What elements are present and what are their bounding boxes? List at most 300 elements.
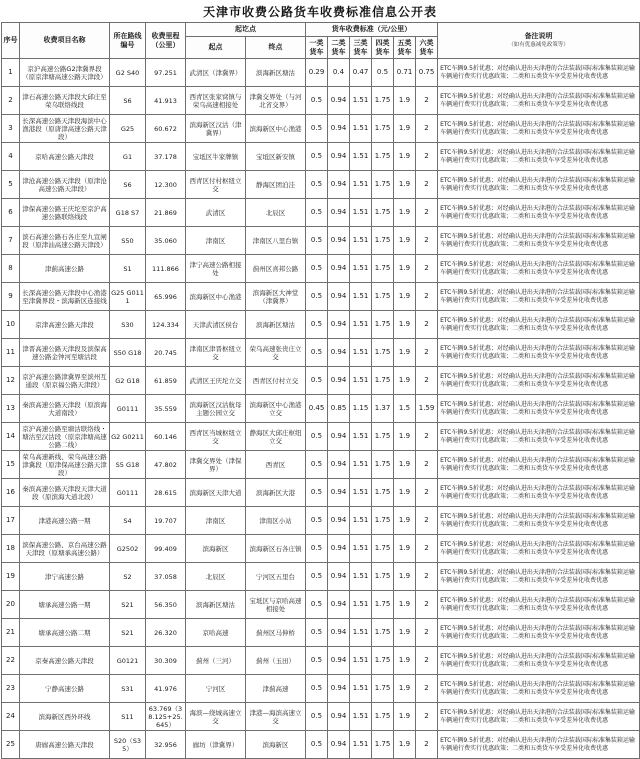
rate-class6-cell: 2 (416, 591, 438, 619)
start-cell: 滨海新区塘沽 (186, 591, 246, 619)
rate-class2-cell: 0.94 (328, 227, 350, 255)
rate-class3-cell: 1.51 (350, 367, 372, 395)
rate-class6-cell: 0.75 (416, 59, 438, 87)
remark-cell: ETC车辆9.5折优惠；对经确认进出天津港的合法装载国际标准集装箱运输车辆通行费实行优惠政策；二类和五类货车享受差异化收费优惠 (438, 171, 640, 199)
route-cell: S5 G18 (110, 451, 146, 479)
col-header-start: 起点 (186, 36, 246, 59)
rate-class5-cell: 1.9 (394, 535, 416, 563)
name-cell: 秦滨高速公路天津段天津大道段（原滨海大道北段） (20, 479, 110, 507)
name-cell: 滨海新区西外环线 (20, 703, 110, 731)
mileage-cell: 124.334 (146, 311, 186, 339)
rate-class4-cell: 1.75 (372, 619, 394, 647)
rate-class5-cell: 1.9 (394, 339, 416, 367)
rate-class5-cell: 1.9 (394, 451, 416, 479)
rate-class6-cell: 2 (416, 255, 438, 283)
rate-class3-cell: 1.51 (350, 115, 372, 143)
rate-class6-cell: 2 (416, 451, 438, 479)
col-header-seq: 序号 (2, 23, 20, 59)
rate-class4-cell: 1.75 (372, 591, 394, 619)
start-cell: 津冀交界处（津保界） (186, 451, 246, 479)
table-row (2, 619, 640, 647)
remark-cell: ETC车辆9.5折优惠；对经确认进出天津港的合法装载国际标准集装箱运输车辆通行费实行优惠政策；二类和五类货车享受差异化收费优惠 (438, 255, 640, 283)
seq-cell: 3 (2, 115, 20, 143)
seq-cell: 8 (2, 255, 20, 283)
name-cell: 津晋高速公路天津段及滨保高速公路金钟河至塘沽段 (20, 339, 110, 367)
remark-cell: ETC车辆9.5折优惠；对经确认进出天津港的合法装载国际标准集装箱运输车辆通行费实行优惠政策；二类和五类货车享受差异化收费优惠 (438, 451, 640, 479)
rate-class5-cell: 1.9 (394, 731, 416, 759)
remark-cell: ETC车辆9.5折优惠；对经确认进出天津港的合法装载国际标准集装箱运输车辆通行费实行优惠政策；二类和五类货车享受差异化收费优惠 (438, 563, 640, 591)
route-cell: G0111 (110, 395, 146, 423)
start-cell: 西青区当城枢纽立交 (186, 423, 246, 451)
start-cell: 西青区张家窝镇与荣乌高速相接处 (186, 87, 246, 115)
table-row (2, 395, 640, 423)
remark-cell: ETC车辆9.5折优惠；对经确认进出天津港的合法装载国际标准集装箱运输车辆通行费实行优惠政策；二类和五类货车享受差异化收费优惠 (438, 115, 640, 143)
rate-class5-cell: 1.9 (394, 563, 416, 591)
route-cell: S6 (110, 171, 146, 199)
table-row (2, 171, 640, 199)
rate-class4-cell: 1.75 (372, 87, 394, 115)
end-cell: 津港—海滨高速立交 (246, 703, 306, 731)
start-cell: 廊坊（津冀界） (186, 731, 246, 759)
start-cell: 京哈高速 (186, 619, 246, 647)
end-cell: 滨海新区 (246, 731, 306, 759)
route-cell: S50 (110, 227, 146, 255)
name-cell: 津沧高速公路天津段（原津沧高速公路天津段） (20, 171, 110, 199)
rate-class2-cell: 0.85 (328, 395, 350, 423)
seq-cell: 23 (2, 675, 20, 703)
rate-class2-cell: 0.94 (328, 703, 350, 731)
rate-class3-cell: 1.51 (350, 199, 372, 227)
route-cell: G1 (110, 143, 146, 171)
mileage-cell: 30.309 (146, 647, 186, 675)
table-row (2, 143, 640, 171)
end-cell: 滨海新区大神堂（津冀界） (246, 283, 306, 311)
rate-class6-cell: 2 (416, 619, 438, 647)
rate-class6-cell: 2 (416, 423, 438, 451)
route-cell: S50 G18 (110, 339, 146, 367)
rate-class3-cell: 1.51 (350, 171, 372, 199)
rate-class2-cell: 0.4 (328, 59, 350, 87)
remark-cell: ETC车辆9.5折优惠；对经确认进出天津港的合法装载国际标准集装箱运输车辆通行费实行优惠政策；二类和五类货车享受差异化收费优惠 (438, 143, 640, 171)
start-cell: 武清区王庆坨立交 (186, 367, 246, 395)
rate-class2-cell: 0.94 (328, 423, 350, 451)
route-cell: G18 S7 (110, 199, 146, 227)
rate-class1-cell: 0.5 (306, 283, 328, 311)
remark-cell: ETC车辆9.5折优惠；对经确认进出天津港的合法装载国际标准集装箱运输车辆通行费实行优惠政策；二类和五类货车享受差异化收费优惠 (438, 367, 640, 395)
rate-class2-cell: 0.94 (328, 367, 350, 395)
rate-class6-cell: 2 (416, 535, 438, 563)
rate-class5-cell: 1.9 (394, 171, 416, 199)
col-header-class-5: 五类货车 (394, 36, 416, 59)
table-row (2, 339, 640, 367)
table-row (2, 367, 640, 395)
remark-cell: ETC车辆9.5折优惠；对经确认进出天津港的合法装载国际标准集装箱运输车辆通行费实行优惠政策；二类和五类货车享受差异化收费优惠 (438, 283, 640, 311)
table-row (2, 227, 640, 255)
mileage-cell: 60.146 (146, 423, 186, 451)
rate-class1-cell: 0.5 (306, 731, 328, 759)
remark-cell: ETC车辆9.5折优惠；对经确认进出天津港的合法装载国际标准集装箱运输车辆通行费实行优惠政策；二类和五类货车享受差异化收费优惠 (438, 395, 640, 423)
end-cell: 宁河区五里台 (246, 563, 306, 591)
col-header-class-3: 三类货车 (350, 36, 372, 59)
seq-cell: 1 (2, 59, 20, 87)
mileage-cell: 20.745 (146, 339, 186, 367)
mileage-cell: 35.559 (146, 395, 186, 423)
seq-cell: 10 (2, 311, 20, 339)
rate-class3-cell: 1.51 (350, 703, 372, 731)
name-cell: 宁静高速公路 (20, 675, 110, 703)
rate-class1-cell: 0.5 (306, 479, 328, 507)
col-header-remark-title: 备注说明 (524, 32, 553, 41)
end-cell: 北辰区 (246, 199, 306, 227)
end-cell: 蓟州区喜邦公路 (246, 255, 306, 283)
rate-class3-cell: 1.51 (350, 731, 372, 759)
rate-class1-cell: 0.5 (306, 535, 328, 563)
rate-class2-cell: 0.94 (328, 563, 350, 591)
name-cell: 京沪高速公路津冀界至滨州互通段（原京福公路天津段） (20, 367, 110, 395)
remark-cell: ETC车辆9.5折优惠；对经确认进出天津港的合法装载国际标准集装箱运输车辆通行费实行优惠政策；二类和五类货车享受差异化收费优惠 (438, 647, 640, 675)
mileage-cell: 37.058 (146, 563, 186, 591)
rate-class3-cell: 1.51 (350, 675, 372, 703)
rate-class4-cell: 1.75 (372, 535, 394, 563)
seq-cell: 25 (2, 731, 20, 759)
remark-cell: ETC车辆9.5折优惠；对经确认进出天津港的合法装载国际标准集装箱运输车辆通行费实行优惠政策；二类和五类货车享受差异化收费优惠 (438, 311, 640, 339)
rate-class1-cell: 0.5 (306, 675, 328, 703)
rate-class3-cell: 1.51 (350, 283, 372, 311)
remark-cell: ETC车辆9.5折优惠；对经确认进出天津港的合法装载国际标准集装箱运输车辆通行费实行优惠政策；二类和五类货车享受差异化收费优惠 (438, 703, 640, 731)
mileage-cell: 56.350 (146, 591, 186, 619)
rate-class3-cell: 1.51 (350, 87, 372, 115)
name-cell: 秦滨高速公路天津段（原滨海大道南段） (20, 395, 110, 423)
rate-class3-cell: 1.51 (350, 507, 372, 535)
rate-class4-cell: 1.75 (372, 115, 394, 143)
end-cell: 滨海新区中心渔港 (246, 115, 306, 143)
end-cell: 西青区付村立交 (246, 367, 306, 395)
col-header-name: 收费项目名称 (20, 23, 110, 59)
rate-class3-cell: 1.51 (350, 563, 372, 591)
rate-class3-cell: 1.51 (350, 143, 372, 171)
remark-cell: ETC车辆9.5折优惠；对经确认进出天津港的合法装载国际标准集装箱运输车辆通行费实行优惠政策；二类和五类货车享受差异化收费优惠 (438, 59, 640, 87)
col-header-remark (438, 23, 640, 59)
route-cell: S11 (110, 703, 146, 731)
route-cell: S2 (110, 563, 146, 591)
rate-class1-cell: 0.5 (306, 87, 328, 115)
rate-class1-cell: 0.5 (306, 255, 328, 283)
rate-class1-cell: 0.5 (306, 171, 328, 199)
start-cell: 武清区 (186, 199, 246, 227)
mileage-cell: 111.866 (146, 255, 186, 283)
col-header-class-4: 四类货车 (372, 36, 394, 59)
rate-class5-cell: 1.9 (394, 283, 416, 311)
name-cell: 京沪高速公路至塘沽联络线・塘沽至汉沽段（原京津塘高速公路二线） (20, 423, 110, 451)
seq-cell: 5 (2, 171, 20, 199)
rate-class1-cell: 0.5 (306, 507, 328, 535)
rate-class4-cell: 1.75 (372, 143, 394, 171)
rate-class1-cell: 0.5 (306, 423, 328, 451)
route-cell: S6 (110, 87, 146, 115)
rate-class4-cell: 1.75 (372, 647, 394, 675)
rate-class1-cell: 0.5 (306, 619, 328, 647)
table-row (2, 451, 640, 479)
rate-class5-cell: 1.9 (394, 675, 416, 703)
mileage-cell: 21.869 (146, 199, 186, 227)
rate-class6-cell: 2 (416, 283, 438, 311)
rate-class6-cell: 2 (416, 675, 438, 703)
start-cell: 武清区（津冀界） (186, 59, 246, 87)
route-cell: G25 (110, 115, 146, 143)
table-row (2, 311, 640, 339)
seq-cell: 21 (2, 619, 20, 647)
seq-cell: 18 (2, 535, 20, 563)
rate-class5-cell: 1.9 (394, 479, 416, 507)
name-cell: 长深高速公路天津段海滨中心渔港段（原唐津高速公路天津段） (20, 115, 110, 143)
rate-class6-cell: 2 (416, 647, 438, 675)
route-cell: S21 (110, 619, 146, 647)
rate-class5-cell: 1.9 (394, 507, 416, 535)
name-cell: 津宁高速公路 (20, 563, 110, 591)
remark-cell: ETC车辆9.5折优惠；对经确认进出天津港的合法装载国际标准集装箱运输车辆通行费实行优惠政策；二类和五类货车享受差异化收费优惠 (438, 591, 640, 619)
col-header-class-6: 六类货车 (416, 36, 438, 59)
table-row (2, 423, 640, 451)
rate-class2-cell: 0.94 (328, 143, 350, 171)
name-cell: 津蓟高速公路 (20, 255, 110, 283)
col-header-route: 所在路线编号 (110, 23, 146, 59)
rate-class6-cell: 2 (416, 143, 438, 171)
seq-cell: 16 (2, 479, 20, 507)
end-cell: 宝坻区新安镇 (246, 143, 306, 171)
table-header (2, 23, 640, 59)
rate-class4-cell: 1.75 (372, 731, 394, 759)
end-cell: 津南区八里台镇 (246, 227, 306, 255)
name-cell: 唐廊高速公路天津段 (20, 731, 110, 759)
rate-class1-cell: 0.5 (306, 115, 328, 143)
rate-class5-cell: 1.9 (394, 647, 416, 675)
name-cell: 津保高速公路王庆坨至京沪高速公路联络线段 (20, 199, 110, 227)
table-row (2, 563, 640, 591)
table-row (2, 479, 640, 507)
rate-class6-cell: 2 (416, 311, 438, 339)
rate-class5-cell: 1.9 (394, 87, 416, 115)
remark-cell: ETC车辆9.5折优惠；对经确认进出天津港的合法装载国际标准集装箱运输车辆通行费实行优惠政策；二类和五类货车享受差异化收费优惠 (438, 339, 640, 367)
table-row (2, 199, 640, 227)
remark-cell: ETC车辆9.5折优惠；对经确认进出天津港的合法装载国际标准集装箱运输车辆通行费实行优惠政策；二类和五类货车享受差异化收费优惠 (438, 535, 640, 563)
remark-cell: ETC车辆9.5折优惠；对经确认进出天津港的合法装载国际标准集装箱运输车辆通行费实行优惠政策；二类和五类货车享受差异化收费优惠 (438, 423, 640, 451)
start-cell: 滨海新区天津大道 (186, 479, 246, 507)
route-cell: S20（S35） (110, 731, 146, 759)
remark-cell: ETC车辆9.5折优惠；对经确认进出天津港的合法装载国际标准集装箱运输车辆通行费实行优惠政策；二类和五类货车享受差异化收费优惠 (438, 199, 640, 227)
rate-class4-cell: 1.75 (372, 451, 394, 479)
seq-cell: 4 (2, 143, 20, 171)
rate-class6-cell: 2 (416, 563, 438, 591)
seq-cell: 20 (2, 591, 20, 619)
rate-class2-cell: 0.94 (328, 311, 350, 339)
rate-class1-cell: 0.5 (306, 703, 328, 731)
rate-class3-cell: 1.51 (350, 339, 372, 367)
rate-class5-cell: 1.9 (394, 703, 416, 731)
rate-class2-cell: 0.94 (328, 535, 350, 563)
col-header-standard-group: 货车收费标准（元/公里） (306, 23, 438, 37)
rate-class4-cell: 1.75 (372, 675, 394, 703)
route-cell: S4 (110, 507, 146, 535)
rate-class1-cell: 0.5 (306, 339, 328, 367)
table-row (2, 535, 640, 563)
rate-class1-cell: 0.5 (306, 199, 328, 227)
rate-class4-cell: 1.75 (372, 423, 394, 451)
remark-cell: ETC车辆9.5折优惠；对经确认进出天津港的合法装载国际标准集装箱运输车辆通行费实行优惠政策；二类和五类货车享受差异化收费优惠 (438, 87, 640, 115)
toll-standard-table (1, 22, 640, 759)
seq-cell: 24 (2, 703, 20, 731)
end-cell: 宝坻区与京哈高速相接处 (246, 591, 306, 619)
rate-class2-cell: 0.94 (328, 675, 350, 703)
rate-class6-cell: 2 (416, 115, 438, 143)
start-cell: 蓟州（三河） (186, 647, 246, 675)
mileage-cell: 99.409 (146, 535, 186, 563)
rate-class1-cell: 0.45 (306, 395, 328, 423)
end-cell: 蓟州区马伸桥 (246, 619, 306, 647)
mileage-cell: 60.672 (146, 115, 186, 143)
rate-class4-cell: 1.75 (372, 367, 394, 395)
rate-class1-cell: 0.5 (306, 311, 328, 339)
route-cell: S30 (110, 311, 146, 339)
rate-class4-cell: 1.75 (372, 199, 394, 227)
seq-cell: 17 (2, 507, 20, 535)
mileage-cell: 28.615 (146, 479, 186, 507)
end-cell: 滨海新区大港 (246, 479, 306, 507)
table-body (2, 59, 640, 759)
rate-class5-cell: 1.9 (394, 591, 416, 619)
seq-cell: 12 (2, 367, 20, 395)
rate-class6-cell: 2 (416, 507, 438, 535)
rate-class3-cell: 1.51 (350, 227, 372, 255)
rate-class4-cell: 1.37 (372, 395, 394, 423)
name-cell: 塘承高速公路二期 (20, 619, 110, 647)
rate-class3-cell: 1.51 (350, 311, 372, 339)
header-row-1 (2, 23, 640, 37)
rate-class5-cell: 1.9 (394, 311, 416, 339)
name-cell: 滨保高速公路、京台高速公路天津段（原塘承高速公路） (20, 535, 110, 563)
route-cell: S21 (110, 591, 146, 619)
start-cell: 滨海新区 (186, 535, 246, 563)
rate-class2-cell: 0.94 (328, 507, 350, 535)
end-cell: 津蓟高速 (246, 675, 306, 703)
seq-cell: 15 (2, 451, 20, 479)
seq-cell: 6 (2, 199, 20, 227)
col-header-class-1: 一类货车 (306, 36, 328, 59)
end-cell: 蓟州（玉田） (246, 647, 306, 675)
rate-class3-cell: 1.51 (350, 647, 372, 675)
seq-cell: 13 (2, 395, 20, 423)
rate-class4-cell: 0.5 (372, 59, 394, 87)
mileage-cell: 61.859 (146, 367, 186, 395)
rate-class1-cell: 0.5 (306, 563, 328, 591)
rate-class1-cell: 0.5 (306, 591, 328, 619)
rate-class4-cell: 1.75 (372, 255, 394, 283)
name-cell: 京沪高速公路G2津冀界段（原京津塘高速公路天津段） (20, 59, 110, 87)
end-cell: 滨海新区塘沽 (246, 59, 306, 87)
rate-class3-cell: 1.51 (350, 619, 372, 647)
start-cell: 海滨—绕城高速立交 (186, 703, 246, 731)
mileage-cell: 12.300 (146, 171, 186, 199)
start-cell: 滨海新区中心渔港 (186, 283, 246, 311)
col-header-mileage: 收费里程（公里） (146, 23, 186, 59)
rate-class4-cell: 1.75 (372, 311, 394, 339)
rate-class4-cell: 1.75 (372, 479, 394, 507)
rate-class1-cell: 0.5 (306, 451, 328, 479)
rate-class6-cell: 2 (416, 479, 438, 507)
route-cell: G2502 (110, 535, 146, 563)
start-cell: 北辰区 (186, 563, 246, 591)
rate-class6-cell: 2 (416, 703, 438, 731)
rate-class3-cell: 1.51 (350, 591, 372, 619)
mileage-cell: 65.996 (146, 283, 186, 311)
route-cell: G2 S40 (110, 59, 146, 87)
rate-class2-cell: 0.94 (328, 731, 350, 759)
seq-cell: 7 (2, 227, 20, 255)
table-row (2, 255, 640, 283)
rate-class4-cell: 1.75 (372, 703, 394, 731)
rate-class2-cell: 0.94 (328, 339, 350, 367)
end-cell: 西青区 (246, 451, 306, 479)
rate-class5-cell: 1.9 (394, 227, 416, 255)
rate-class4-cell: 1.75 (372, 563, 394, 591)
rate-class6-cell: 2 (416, 199, 438, 227)
rate-class5-cell: 0.71 (394, 59, 416, 87)
end-cell: 静海区团泊洼 (246, 171, 306, 199)
rate-class4-cell: 1.75 (372, 171, 394, 199)
rate-class2-cell: 0.94 (328, 591, 350, 619)
mileage-cell: 63.769（38.125+25.645） (146, 703, 186, 731)
rate-class3-cell: 1.51 (350, 423, 372, 451)
rate-class5-cell: 1.9 (394, 115, 416, 143)
rate-class5-cell: 1.9 (394, 619, 416, 647)
rate-class1-cell: 0.5 (306, 367, 328, 395)
mileage-cell: 35.060 (146, 227, 186, 255)
name-cell: 滨石高速公路石各庄至九宣闸段（原津汕高速公路天津段） (20, 227, 110, 255)
table-row (2, 115, 640, 143)
rate-class6-cell: 2 (416, 367, 438, 395)
rate-class6-cell: 1.59 (416, 395, 438, 423)
route-cell: S1 (110, 255, 146, 283)
end-cell: 津南区小站 (246, 507, 306, 535)
remark-cell: ETC车辆9.5折优惠；对经确认进出天津港的合法装载国际标准集装箱运输车辆通行费实行优惠政策；二类和五类货车享受差异化收费优惠 (438, 619, 640, 647)
rate-class2-cell: 0.94 (328, 115, 350, 143)
rate-class6-cell: 2 (416, 87, 438, 115)
mileage-cell: 41.976 (146, 675, 186, 703)
rate-class3-cell: 1.51 (350, 255, 372, 283)
table-row (2, 507, 640, 535)
route-cell: S31 (110, 675, 146, 703)
mileage-cell: 32.956 (146, 731, 186, 759)
rate-class2-cell: 0.94 (328, 283, 350, 311)
name-cell: 京津高速公路天津段 (20, 311, 110, 339)
rate-class5-cell: 1.9 (394, 199, 416, 227)
mileage-cell: 47.802 (146, 451, 186, 479)
end-cell: 滨海新区中心渔港立交 (246, 395, 306, 423)
rate-class5-cell: 1.9 (394, 367, 416, 395)
rate-class4-cell: 1.75 (372, 339, 394, 367)
route-cell: G25 G0111 (110, 283, 146, 311)
seq-cell: 2 (2, 87, 20, 115)
rate-class1-cell: 0.5 (306, 143, 328, 171)
remark-cell: ETC车辆9.5折优惠；对经确认进出天津港的合法装载国际标准集装箱运输车辆通行费实行优惠政策；二类和五类货车享受差异化收费优惠 (438, 675, 640, 703)
seq-cell: 14 (2, 423, 20, 451)
rate-class2-cell: 0.94 (328, 199, 350, 227)
seq-cell: 22 (2, 647, 20, 675)
table-row (2, 591, 640, 619)
route-cell: G0121 (110, 647, 146, 675)
name-cell: 塘承高速公路一期 (20, 591, 110, 619)
start-cell: 津南区 (186, 507, 246, 535)
name-cell: 京秦高速公路天津段 (20, 647, 110, 675)
